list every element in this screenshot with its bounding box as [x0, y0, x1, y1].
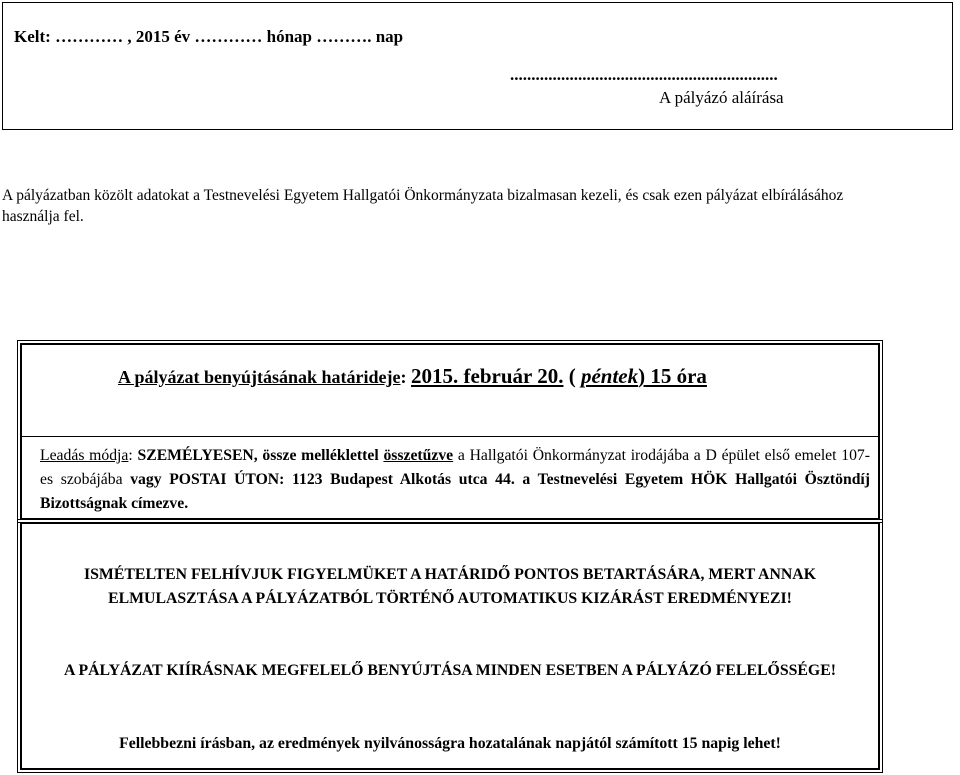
deadline-close-paren: ): [638, 364, 646, 388]
signature-dots: ...............................................................: [510, 65, 778, 84]
delivery-instructions: [40, 444, 870, 516]
date-line: Kelt: ………… , 2015 év ………… hónap ………. nap: [14, 27, 404, 46]
deadline-divider: [21, 436, 879, 437]
delivery-post: vagy POSTAI ÚTON: 1123 Budapest Alkotás utca 44. a Testnevelési Egyetem HÖK Hallgatói Ösztöndíj Bizottságnak címezve.: [40, 471, 870, 512]
confidentiality-note: A pályázatban közölt adatokat a Testnevelési Egyetem Hallgatói Önkormányzata bizalmasan kezeli, és csak ezen pályázat elbírálásához használja fel.: [2, 187, 844, 225]
responsibility-warning: A PÁLYÁZAT KIÍRÁSNAK MEGFELELŐ BENYÚJTÁSA MINDEN ESETBEN A PÁLYÁZÓ FELELŐSSÉGE!: [63, 662, 837, 679]
deadline-line: [118, 364, 707, 389]
delivery-colon: :: [128, 447, 138, 464]
appeal-note: Fellebbezni írásban, az eredmények nyilvánosságra hozatalának napjától számított 15 napig lehet!: [119, 735, 781, 752]
delivery-location: a Hallgatói Önkormányzat irodájába a D épület első emelet 107-es szobájába: [40, 447, 870, 488]
delivery-stapled: összetűzve: [383, 447, 454, 464]
deadline-colon: :: [400, 367, 412, 387]
signature-box: [2, 2, 953, 130]
delivery-personal: SZEMÉLYESEN, össze melléklettel: [137, 447, 379, 464]
deadline-warning: ISMÉTELTEN FELHÍVJUK FIGYELMÜKET A HATÁRIDŐ PONTOS BETARTÁSÁRA, MERT ANNAK ELMULASZTÁSA A PÁLYÁZATBÓL TÖRTÉNŐ AUTOMATIKUS KIZÁRÁST EREDMÉNYEZI!: [84, 566, 816, 607]
deadline-time: 15 óra: [645, 364, 707, 388]
deadline-label: A pályázat benyújtásának határideje: [118, 367, 401, 387]
delivery-label: Leadás módja: [40, 447, 129, 464]
signature-label: A pályázó aláírása: [659, 88, 784, 107]
deadline-date: 2015. február 20.: [411, 364, 564, 388]
deadline-open-paren: (: [563, 364, 581, 388]
deadline-weekday: péntek: [580, 364, 639, 388]
